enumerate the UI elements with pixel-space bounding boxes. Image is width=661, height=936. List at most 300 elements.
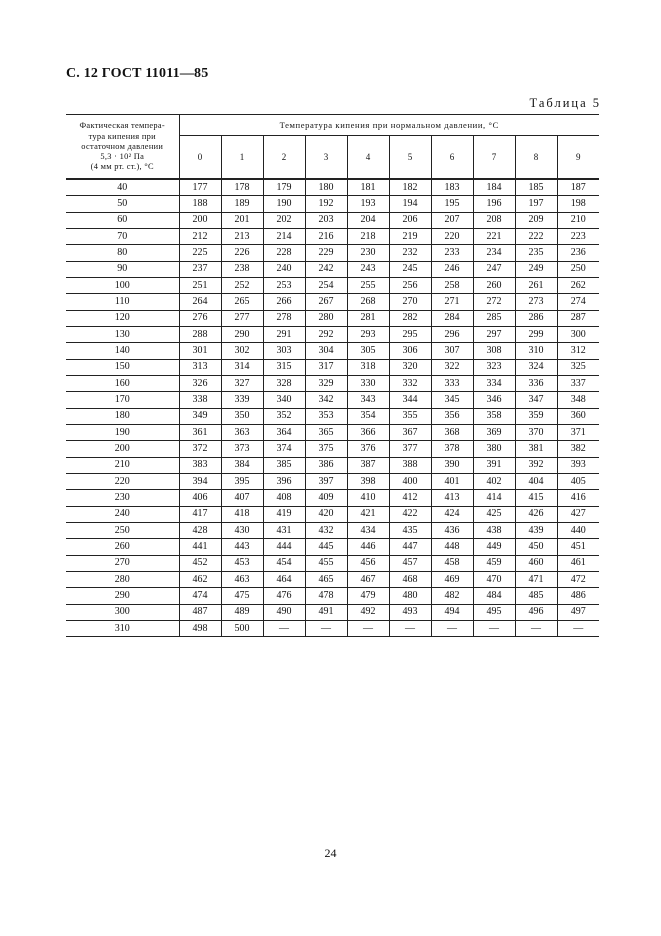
table-cell: 424: [431, 506, 473, 522]
table-cell: 436: [431, 522, 473, 538]
table-cell: 272: [473, 294, 515, 310]
table-cell: 234: [473, 245, 515, 261]
row-temperature-cell: 280: [66, 571, 179, 587]
table-cell: 394: [179, 473, 221, 489]
table-cell: 476: [263, 588, 305, 604]
table-cell: 338: [179, 392, 221, 408]
table-cell: 406: [179, 490, 221, 506]
table-row: [66, 555, 599, 571]
table-cell: 303: [263, 343, 305, 359]
row-temperature-cell: 150: [66, 359, 179, 375]
table-row: [66, 196, 599, 212]
table-cell: 225: [179, 245, 221, 261]
table-cell: 240: [263, 261, 305, 277]
table-cell: 445: [305, 539, 347, 555]
row-temperature-cell: 190: [66, 424, 179, 440]
row-temperature-cell: 130: [66, 326, 179, 342]
table-cell: 195: [431, 196, 473, 212]
table-cell: 472: [557, 571, 599, 587]
table-cell: 375: [305, 441, 347, 457]
table-cell: 385: [263, 457, 305, 473]
table-cell: 469: [431, 571, 473, 587]
table-cell: 267: [305, 294, 347, 310]
table-cell: 264: [179, 294, 221, 310]
table-cell: 181: [347, 179, 389, 196]
table-cell: 484: [473, 588, 515, 604]
table-cell: 440: [557, 522, 599, 538]
table-cell: 452: [179, 555, 221, 571]
table-cell: 376: [347, 441, 389, 457]
table-cell: 282: [389, 310, 431, 326]
row-temperature-cell: 90: [66, 261, 179, 277]
table-cell: 223: [557, 228, 599, 244]
table-cell: 494: [431, 604, 473, 620]
table-cell: 412: [389, 490, 431, 506]
table-cell: 359: [515, 408, 557, 424]
table-cell: 407: [221, 490, 263, 506]
table-cell: 397: [305, 473, 347, 489]
table-cell: 343: [347, 392, 389, 408]
table-cell: 371: [557, 424, 599, 440]
table-cell: 355: [389, 408, 431, 424]
row-temperature-cell: 240: [66, 506, 179, 522]
table-cell: 285: [473, 310, 515, 326]
table-cell: 254: [305, 277, 347, 293]
table-cell: 184: [473, 179, 515, 196]
table-cell: 314: [221, 359, 263, 375]
table-row: [66, 375, 599, 391]
group-header: Температура кипения при нормальном давлении, °С: [179, 115, 599, 136]
table-cell: 179: [263, 179, 305, 196]
table-cell: 458: [431, 555, 473, 571]
table-cell: 200: [179, 212, 221, 228]
table-cell: 276: [179, 310, 221, 326]
table-cell: 216: [305, 228, 347, 244]
table-cell: 265: [221, 294, 263, 310]
table-cell: 444: [263, 539, 305, 555]
table-cell: 457: [389, 555, 431, 571]
table-cell: 465: [305, 571, 347, 587]
table-cell: 324: [515, 359, 557, 375]
table-cell: 480: [389, 588, 431, 604]
table-cell: 300: [557, 326, 599, 342]
table-cell: 404: [515, 473, 557, 489]
table-row: [66, 473, 599, 489]
table-cell: 260: [473, 277, 515, 293]
table-row: [66, 359, 599, 375]
table-cell: 426: [515, 506, 557, 522]
table-cell: 251: [179, 277, 221, 293]
table-cell: 419: [263, 506, 305, 522]
table-cell: 382: [557, 441, 599, 457]
table-cell: 313: [179, 359, 221, 375]
table-cell: 383: [179, 457, 221, 473]
table-cell: 500: [221, 620, 263, 636]
table-cell: 493: [389, 604, 431, 620]
table-cell: 291: [263, 326, 305, 342]
table-cell: 456: [347, 555, 389, 571]
table-cell: 498: [179, 620, 221, 636]
column-header: 6: [431, 136, 473, 180]
table-cell: 185: [515, 179, 557, 196]
table-cell: 467: [347, 571, 389, 587]
table-row: [66, 441, 599, 457]
table-row: [66, 620, 599, 636]
table-cell: 449: [473, 539, 515, 555]
table-cell: 417: [179, 506, 221, 522]
table-cell: 189: [221, 196, 263, 212]
table-cell: 332: [389, 375, 431, 391]
table-cell: 340: [263, 392, 305, 408]
table-cell: 308: [473, 343, 515, 359]
table-cell: 306: [389, 343, 431, 359]
table-row: [66, 326, 599, 342]
table-cell: 188: [179, 196, 221, 212]
table-cell: 238: [221, 261, 263, 277]
row-temperature-cell: 260: [66, 539, 179, 555]
table-cell: 243: [347, 261, 389, 277]
table-cell: 262: [557, 277, 599, 293]
table-cell: 322: [431, 359, 473, 375]
table-cell: 474: [179, 588, 221, 604]
table-cell: 451: [557, 539, 599, 555]
table-cell: 463: [221, 571, 263, 587]
table-cell: 301: [179, 343, 221, 359]
table-cell: 464: [263, 571, 305, 587]
table-cell: 203: [305, 212, 347, 228]
row-temperature-cell: 290: [66, 588, 179, 604]
table-cell: 453: [221, 555, 263, 571]
table-cell: 386: [305, 457, 347, 473]
table-cell: 328: [263, 375, 305, 391]
table-cell: 180: [305, 179, 347, 196]
table-cell: 317: [305, 359, 347, 375]
table-cell: 400: [389, 473, 431, 489]
table-cell: 486: [557, 588, 599, 604]
table-row: [66, 588, 599, 604]
table-cell: 233: [431, 245, 473, 261]
table-cell: 427: [557, 506, 599, 522]
table-cell: 434: [347, 522, 389, 538]
row-temperature-cell: 310: [66, 620, 179, 636]
table-cell: 462: [179, 571, 221, 587]
table-cell: 242: [305, 261, 347, 277]
table-cell: 448: [431, 539, 473, 555]
table-cell: 342: [305, 392, 347, 408]
table-cell: 387: [347, 457, 389, 473]
table-cell: 470: [473, 571, 515, 587]
table-cell: 250: [557, 261, 599, 277]
table-cell: 381: [515, 441, 557, 457]
table-cell: 307: [431, 343, 473, 359]
table-cell: 339: [221, 392, 263, 408]
table-cell: 325: [557, 359, 599, 375]
table-cell: 418: [221, 506, 263, 522]
table-cell: 414: [473, 490, 515, 506]
table-cell: 425: [473, 506, 515, 522]
table-cell: 345: [431, 392, 473, 408]
table-cell: 230: [347, 245, 389, 261]
table-cell: 271: [431, 294, 473, 310]
table-cell: 443: [221, 539, 263, 555]
table-row: [66, 424, 599, 440]
table-cell: 201: [221, 212, 263, 228]
page-number: 24: [324, 846, 337, 860]
table-cell: 409: [305, 490, 347, 506]
table-cell: 416: [557, 490, 599, 506]
table-cell: 401: [431, 473, 473, 489]
row-temperature-cell: 170: [66, 392, 179, 408]
table-cell: 468: [389, 571, 431, 587]
table-cell: —: [557, 620, 599, 636]
stub-header-text: Фактическая темпера- тура кипения при остаточном давлении 5,3 · 10² Па (4 мм рт. ст.), °С: [79, 121, 165, 172]
column-header: 5: [389, 136, 431, 180]
table-cell: 210: [557, 212, 599, 228]
table-cell: 281: [347, 310, 389, 326]
row-temperature-cell: 160: [66, 375, 179, 391]
table-cell: 326: [179, 375, 221, 391]
table-cell: 236: [557, 245, 599, 261]
table-cell: 348: [557, 392, 599, 408]
table-cell: 268: [347, 294, 389, 310]
table-cell: 353: [305, 408, 347, 424]
table-cell: 459: [473, 555, 515, 571]
table-cell: 214: [263, 228, 305, 244]
table-cell: 315: [263, 359, 305, 375]
table-cell: 491: [305, 604, 347, 620]
table-cell: 187: [557, 179, 599, 196]
table-cell: 204: [347, 212, 389, 228]
row-temperature-cell: 140: [66, 343, 179, 359]
table-cell: 198: [557, 196, 599, 212]
row-temperature-cell: 70: [66, 228, 179, 244]
table-cell: 252: [221, 277, 263, 293]
table-cell: 439: [515, 522, 557, 538]
table-cell: 450: [515, 539, 557, 555]
boiling-point-table: [66, 114, 599, 637]
table-cell: 395: [221, 473, 263, 489]
table-cell: 420: [305, 506, 347, 522]
table-cell: 288: [179, 326, 221, 342]
table-row: [66, 408, 599, 424]
table-cell: 255: [347, 277, 389, 293]
table-cell: 304: [305, 343, 347, 359]
table-cell: 349: [179, 408, 221, 424]
table-cell: 280: [305, 310, 347, 326]
table-cell: 372: [179, 441, 221, 457]
table-cell: 183: [431, 179, 473, 196]
table-row: [66, 490, 599, 506]
table-cell: 327: [221, 375, 263, 391]
table-cell: 374: [263, 441, 305, 457]
table-cell: 261: [515, 277, 557, 293]
table-cell: 378: [431, 441, 473, 457]
table-cell: 333: [431, 375, 473, 391]
table-cell: 352: [263, 408, 305, 424]
table-cell: 415: [515, 490, 557, 506]
table-cell: 334: [473, 375, 515, 391]
table-cell: 479: [347, 588, 389, 604]
table-cell: 219: [389, 228, 431, 244]
table-cell: 323: [473, 359, 515, 375]
table-cell: 482: [431, 588, 473, 604]
table-row: [66, 228, 599, 244]
row-temperature-cell: 50: [66, 196, 179, 212]
table-cell: 299: [515, 326, 557, 342]
table-cell: 446: [347, 539, 389, 555]
table-row: [66, 310, 599, 326]
row-temperature-cell: 180: [66, 408, 179, 424]
table-cell: 249: [515, 261, 557, 277]
table-row: [66, 179, 599, 196]
table-cell: 354: [347, 408, 389, 424]
column-header: 8: [515, 136, 557, 180]
table-cell: 286: [515, 310, 557, 326]
table-cell: 266: [263, 294, 305, 310]
table-cell: 207: [431, 212, 473, 228]
stub-header: [66, 115, 179, 180]
table-cell: 302: [221, 343, 263, 359]
table-cell: 390: [431, 457, 473, 473]
table-cell: 190: [263, 196, 305, 212]
table-row: [66, 392, 599, 408]
table-cell: 363: [221, 424, 263, 440]
table-cell: —: [515, 620, 557, 636]
table-cell: 408: [263, 490, 305, 506]
table-cell: 226: [221, 245, 263, 261]
table-cell: 258: [431, 277, 473, 293]
table-cell: 447: [389, 539, 431, 555]
table-cell: —: [473, 620, 515, 636]
table-cell: 290: [221, 326, 263, 342]
table-cell: 402: [473, 473, 515, 489]
column-header: 9: [576, 151, 581, 162]
table-cell: 360: [557, 408, 599, 424]
table-cell: 336: [515, 375, 557, 391]
column-header: 1: [221, 136, 263, 180]
table-cell: 297: [473, 326, 515, 342]
table-row: [66, 539, 599, 555]
table-cell: 293: [347, 326, 389, 342]
table-cell: 373: [221, 441, 263, 457]
table-cell: 398: [347, 473, 389, 489]
column-header: 7: [473, 136, 515, 180]
table-row: [66, 245, 599, 261]
table-cell: 432: [305, 522, 347, 538]
table-cell: 310: [515, 343, 557, 359]
table-cell: 212: [179, 228, 221, 244]
table-cell: 318: [347, 359, 389, 375]
row-temperature-cell: 300: [66, 604, 179, 620]
column-header: 3: [305, 136, 347, 180]
row-temperature-cell: 230: [66, 490, 179, 506]
table-cell: 178: [221, 179, 263, 196]
table-cell: 384: [221, 457, 263, 473]
table-cell: 358: [473, 408, 515, 424]
table-row: [66, 457, 599, 473]
table-cell: 284: [431, 310, 473, 326]
table-cell: 194: [389, 196, 431, 212]
row-temperature-cell: 100: [66, 277, 179, 293]
table-cell: 460: [515, 555, 557, 571]
table-cell: 366: [347, 424, 389, 440]
table-cell: 213: [221, 228, 263, 244]
table-cell: 237: [179, 261, 221, 277]
table-cell: 365: [305, 424, 347, 440]
row-temperature-cell: 60: [66, 212, 179, 228]
table-cell: 393: [557, 457, 599, 473]
table-cell: 430: [221, 522, 263, 538]
column-header: 2: [263, 136, 305, 180]
table-cell: 287: [557, 310, 599, 326]
table-cell: 391: [473, 457, 515, 473]
table-cell: —: [263, 620, 305, 636]
table-cell: 422: [389, 506, 431, 522]
table-cell: 471: [515, 571, 557, 587]
table-cell: 380: [473, 441, 515, 457]
table-cell: 206: [389, 212, 431, 228]
table-cell: 461: [557, 555, 599, 571]
table-cell: 413: [431, 490, 473, 506]
table-row: [66, 343, 599, 359]
table-cell: 330: [347, 375, 389, 391]
column-header: 0: [179, 136, 221, 180]
table-cell: 492: [347, 604, 389, 620]
table-cell: 245: [389, 261, 431, 277]
table-cell: 305: [347, 343, 389, 359]
table-row: [66, 522, 599, 538]
table-cell: —: [305, 620, 347, 636]
row-temperature-cell: 220: [66, 473, 179, 489]
table-cell: 193: [347, 196, 389, 212]
table-cell: 229: [305, 245, 347, 261]
table-cell: 344: [389, 392, 431, 408]
table-cell: 246: [431, 261, 473, 277]
table-body: [66, 179, 599, 637]
table-cell: 367: [389, 424, 431, 440]
table-cell: 478: [305, 588, 347, 604]
table-cell: 350: [221, 408, 263, 424]
row-temperature-cell: 40: [66, 179, 179, 196]
table-cell: 329: [305, 375, 347, 391]
table-cell: 232: [389, 245, 431, 261]
table-cell: 221: [473, 228, 515, 244]
table-cell: 487: [179, 604, 221, 620]
table-cell: 177: [179, 179, 221, 196]
table-cell: 253: [263, 277, 305, 293]
table-row: [66, 506, 599, 522]
table-cell: 405: [557, 473, 599, 489]
table-cell: 209: [515, 212, 557, 228]
table-cell: 364: [263, 424, 305, 440]
table-cell: 368: [431, 424, 473, 440]
table-cell: 196: [473, 196, 515, 212]
table-cell: 377: [389, 441, 431, 457]
table-cell: 202: [263, 212, 305, 228]
table-cell: 496: [515, 604, 557, 620]
table-cell: 228: [263, 245, 305, 261]
table-row: [66, 212, 599, 228]
table-row: [66, 261, 599, 277]
table-cell: 337: [557, 375, 599, 391]
table-cell: 356: [431, 408, 473, 424]
table-cell: 441: [179, 539, 221, 555]
table-cell: 278: [263, 310, 305, 326]
table-cell: 347: [515, 392, 557, 408]
table-cell: 273: [515, 294, 557, 310]
column-header: 4: [347, 136, 389, 180]
table-cell: 220: [431, 228, 473, 244]
